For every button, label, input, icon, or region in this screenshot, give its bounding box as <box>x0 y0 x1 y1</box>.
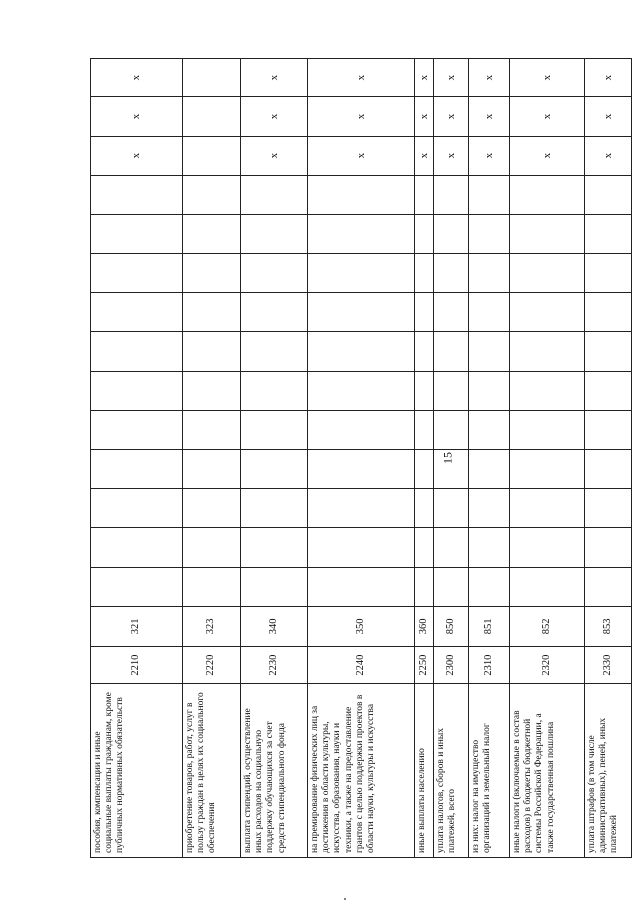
value-cell <box>183 332 241 371</box>
value-cell: x <box>415 97 434 136</box>
value-cell <box>183 59 241 97</box>
value-cell <box>91 489 183 528</box>
value-cell <box>510 332 585 371</box>
value-cell <box>510 293 585 332</box>
value-cell <box>415 450 434 489</box>
value-cell <box>585 371 632 410</box>
value-cell <box>510 371 585 410</box>
value-cell <box>585 450 632 489</box>
row-code-cell: 2310 <box>469 646 510 683</box>
value-cell <box>434 293 469 332</box>
value-cell <box>308 489 415 528</box>
value-cell <box>415 175 434 214</box>
row-kbk-cell: 340 <box>241 606 308 646</box>
value-cell <box>415 332 434 371</box>
row-code-cell: 2320 <box>510 646 585 683</box>
table-row <box>415 59 434 858</box>
value-cell <box>585 410 632 449</box>
row-name-cell: на премирование физических лиц за достижения в области культуры, искусства, образования, науки и техники, а также на предоставление грантов с целью поддержки проектов в области науки, культуры и искусства <box>308 684 415 858</box>
value-cell: x <box>241 136 308 175</box>
value-cell <box>91 254 183 293</box>
value-cell <box>434 214 469 253</box>
budget-table-rotated <box>90 58 620 858</box>
value-cell <box>469 175 510 214</box>
value-cell <box>241 175 308 214</box>
row-name-cell: уплата штрафов (в том числе административных), пеней, иных платежей <box>585 684 632 858</box>
value-cell: x <box>308 59 415 97</box>
value-cell <box>434 528 469 567</box>
value-cell <box>415 214 434 253</box>
value-cell <box>308 567 415 606</box>
row-name-cell: иные налоги (включаемые в состав расходов) в бюджеты бюджетной системы Российской Федерации, а также государственная пошлина <box>510 684 585 858</box>
value-cell <box>469 332 510 371</box>
row-kbk-cell: 350 <box>308 606 415 646</box>
table-row <box>510 59 585 858</box>
value-cell <box>510 175 585 214</box>
value-cell <box>469 293 510 332</box>
value-cell <box>241 450 308 489</box>
value-cell <box>434 254 469 293</box>
value-cell <box>415 254 434 293</box>
value-cell <box>510 528 585 567</box>
value-cell <box>183 489 241 528</box>
value-cell <box>308 214 415 253</box>
value-cell <box>415 293 434 332</box>
value-cell <box>510 567 585 606</box>
value-cell <box>183 450 241 489</box>
row-code-cell: 2230 <box>241 646 308 683</box>
table-row <box>241 59 308 858</box>
value-cell <box>91 175 183 214</box>
value-cell <box>585 489 632 528</box>
value-cell <box>91 567 183 606</box>
row-kbk-cell: 852 <box>510 606 585 646</box>
row-kbk-cell: 851 <box>469 606 510 646</box>
value-cell <box>308 254 415 293</box>
value-cell <box>585 332 632 371</box>
value-cell <box>91 528 183 567</box>
value-cell <box>510 214 585 253</box>
value-cell <box>183 136 241 175</box>
value-cell <box>434 410 469 449</box>
value-cell <box>91 371 183 410</box>
value-cell <box>434 489 469 528</box>
value-cell: x <box>308 97 415 136</box>
table-row <box>183 59 241 858</box>
value-cell <box>308 175 415 214</box>
row-code-cell: 2300 <box>434 646 469 683</box>
value-cell <box>434 175 469 214</box>
value-cell <box>183 293 241 332</box>
value-cell <box>585 567 632 606</box>
value-cell: x <box>585 136 632 175</box>
row-name-cell: из них: налог на имущество организаций и земельный налог <box>469 684 510 858</box>
value-cell: x <box>91 136 183 175</box>
value-cell: x <box>510 59 585 97</box>
value-cell <box>241 293 308 332</box>
row-name-cell: уплата налогов, сборов и иных платежей, всего <box>434 684 469 858</box>
value-cell <box>91 214 183 253</box>
table-row <box>469 59 510 858</box>
row-kbk-cell: 853 <box>585 606 632 646</box>
value-cell <box>469 450 510 489</box>
value-cell <box>241 528 308 567</box>
value-cell <box>585 254 632 293</box>
value-cell <box>434 450 469 489</box>
value-cell <box>241 371 308 410</box>
value-cell <box>510 489 585 528</box>
row-code-cell: 2220 <box>183 646 241 683</box>
value-cell: x <box>434 59 469 97</box>
row-name-cell: иные выплаты населению <box>415 684 434 858</box>
value-cell <box>469 489 510 528</box>
table-row <box>91 59 183 858</box>
value-cell <box>510 410 585 449</box>
value-cell <box>510 450 585 489</box>
value-cell <box>183 567 241 606</box>
value-cell <box>241 214 308 253</box>
scan-artifact <box>344 898 346 900</box>
value-cell <box>308 410 415 449</box>
value-cell <box>585 293 632 332</box>
value-cell <box>434 371 469 410</box>
table-row <box>308 59 415 858</box>
value-cell <box>308 293 415 332</box>
value-cell <box>415 567 434 606</box>
row-name-cell: выплата стипендий, осуществление иных расходов на социальную поддержку обучающихся за счет средств стипендиального фонда <box>241 684 308 858</box>
value-cell: x <box>241 59 308 97</box>
value-cell: x <box>434 97 469 136</box>
value-cell <box>308 450 415 489</box>
row-name-cell: приобретение товаров, работ, услуг в пользу граждан в целях их социального обеспечения <box>183 684 241 858</box>
row-code-cell: 2250 <box>415 646 434 683</box>
value-cell <box>469 567 510 606</box>
value-cell <box>308 528 415 567</box>
value-cell <box>510 254 585 293</box>
value-cell <box>241 332 308 371</box>
value-cell: x <box>434 136 469 175</box>
value-cell <box>241 567 308 606</box>
value-cell: x <box>510 97 585 136</box>
value-cell <box>241 254 308 293</box>
table-row <box>434 59 469 858</box>
page-number: 15 <box>440 452 455 464</box>
value-cell: x <box>415 136 434 175</box>
value-cell <box>91 332 183 371</box>
value-cell <box>434 567 469 606</box>
value-cell <box>183 97 241 136</box>
value-cell <box>91 450 183 489</box>
value-cell: x <box>585 97 632 136</box>
value-cell <box>469 410 510 449</box>
value-cell: x <box>308 136 415 175</box>
row-code-cell: 2330 <box>585 646 632 683</box>
budget-table <box>90 58 632 858</box>
value-cell <box>183 528 241 567</box>
value-cell: x <box>585 59 632 97</box>
value-cell <box>241 489 308 528</box>
row-code-cell: 2210 <box>91 646 183 683</box>
value-cell <box>469 371 510 410</box>
value-cell <box>183 175 241 214</box>
value-cell <box>469 254 510 293</box>
value-cell <box>415 371 434 410</box>
value-cell <box>469 528 510 567</box>
value-cell <box>241 410 308 449</box>
value-cell <box>585 214 632 253</box>
value-cell <box>183 410 241 449</box>
value-cell <box>183 254 241 293</box>
value-cell <box>415 410 434 449</box>
value-cell <box>308 371 415 410</box>
value-cell: x <box>469 59 510 97</box>
value-cell <box>183 214 241 253</box>
row-name-cell: пособия, компенсации и иные социальные выплаты гражданам, кроме публичных нормативных обязательств <box>91 684 183 858</box>
value-cell <box>585 528 632 567</box>
row-kbk-cell: 850 <box>434 606 469 646</box>
value-cell <box>585 175 632 214</box>
value-cell <box>469 214 510 253</box>
row-kbk-cell: 323 <box>183 606 241 646</box>
row-kbk-cell: 321 <box>91 606 183 646</box>
table-row <box>585 59 632 858</box>
value-cell: x <box>510 136 585 175</box>
value-cell <box>183 371 241 410</box>
value-cell <box>434 332 469 371</box>
row-code-cell: 2240 <box>308 646 415 683</box>
value-cell: x <box>469 97 510 136</box>
value-cell: x <box>91 97 183 136</box>
value-cell <box>415 528 434 567</box>
value-cell: x <box>469 136 510 175</box>
value-cell: x <box>91 59 183 97</box>
value-cell <box>91 410 183 449</box>
value-cell <box>415 489 434 528</box>
value-cell: x <box>241 97 308 136</box>
value-cell: x <box>415 59 434 97</box>
value-cell <box>91 293 183 332</box>
row-kbk-cell: 360 <box>415 606 434 646</box>
value-cell <box>308 332 415 371</box>
